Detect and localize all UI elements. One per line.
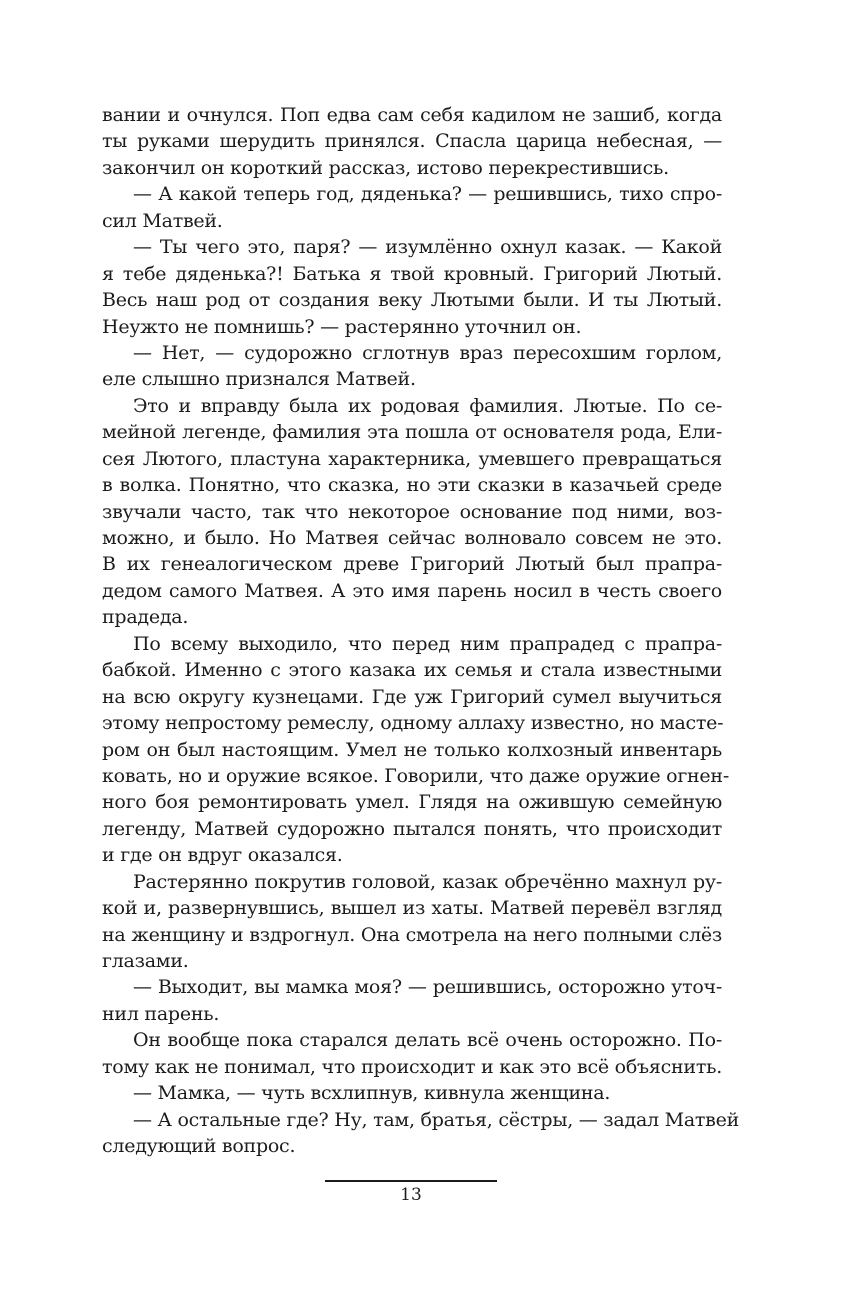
text-line: легенду, Матвей судорожно пытался понять, что происходит <box>102 817 722 840</box>
text-line: — А какой теперь год, дяденька? — решившись, тихо спро- <box>133 183 722 206</box>
text-line: ром он был настоящим. Умел не только колхозный инвентарь <box>102 738 722 761</box>
text-line: дедом самого Матвея. А это имя парень носил в честь своего <box>102 579 722 602</box>
text-line: бабкой. Именно с этого казака их семья и стала известными <box>102 659 722 682</box>
text-line: — Мамка, — чуть всхлипнув, кивнула женщина. <box>133 1082 611 1105</box>
text-line: ты руками шерудить принялся. Спасла царица небесная, — <box>102 130 722 153</box>
text-line: вании и очнулся. Поп едва сам себя кадилом не зашиб, когда <box>102 104 722 126</box>
text-line: Это и вправду была их родовая фамилия. Лютые. По се- <box>133 394 722 417</box>
text-line: сея Лютого, пластуна характерника, умевшего превращаться <box>102 447 722 470</box>
text-line: закончил он короткий рассказ, истово перекрестившись. <box>102 156 669 179</box>
text-line: — Выходит, вы мамка моя? — решившись, осторожно уточ- <box>133 976 722 999</box>
text-line: следующий вопрос. <box>102 1135 296 1158</box>
text-line: ковать, но и оружие всякое. Говорили, что даже оружие огнен- <box>102 764 730 787</box>
text-line: ного боя ремонтировать умел. Глядя на ожившую семейную <box>102 791 722 814</box>
text-line: в волка. Понятно, что сказка, но эти сказки в казачьей среде <box>102 474 722 497</box>
text-line: и где он вдруг оказался. <box>102 844 343 867</box>
text-line: сил Матвей. <box>102 209 223 232</box>
text-line: Неужто не помнишь? — растерянно уточнил он. <box>102 315 582 338</box>
footer-rule <box>325 1180 497 1182</box>
text-line: этому непростому ремеслу, одному аллаху известно, но масте- <box>102 712 724 735</box>
text-line: на всю округу кузнецами. Где уж Григорий сумел выучиться <box>102 685 722 708</box>
text-line: кой и, развернувшись, вышел из хаты. Матвей перевёл взгляд <box>102 897 722 920</box>
text-line: — Ты чего это, паря? — изумлённо охнул казак. — Какой <box>133 236 722 259</box>
text-line: мейной легенде, фамилия эта пошла от основателя рода, Ели- <box>102 421 722 444</box>
body-text <box>102 102 740 1160</box>
text-line: звучали часто, так что некоторое основание под ними, воз- <box>102 500 722 523</box>
text-line: — А остальные где? Ну, там, братья, сёстры, — задал Матвей <box>133 1108 740 1131</box>
page-number: 13 <box>400 1185 422 1205</box>
text-line: нил парень. <box>102 1002 220 1025</box>
text-line: прадеда. <box>102 606 189 629</box>
text-line: тому как не понимал, что происходит и как это всё объяснить. <box>102 1055 722 1078</box>
text-line: я тебе дяденька?! Батька я твой кровный. Григорий Лютый. <box>102 262 722 285</box>
text-line: В их генеалогическом древе Григорий Лютый был прапра- <box>102 553 722 576</box>
text-line: на женщину и вздрогнул. Она смотрела на него полными слёз <box>102 923 722 946</box>
text-line: Растерянно покрутив головой, казак обречённо махнул ру- <box>133 870 722 893</box>
text-line: Он вообще пока старался делать всё очень осторожно. По- <box>133 1029 722 1052</box>
text-line: еле слышно признался Матвей. <box>102 368 416 391</box>
text-line: Весь наш род от создания веку Лютыми были. И ты Лютый. <box>102 289 722 312</box>
text-line: По всему выходило, что перед ним прапрадед с прапра- <box>133 632 722 655</box>
text-line: можно, и было. Но Матвея сейчас волновало совсем не это. <box>102 527 722 549</box>
text-line: глазами. <box>102 950 189 972</box>
text-line: — Нет, — судорожно сглотнув враз пересохшим горлом, <box>133 341 722 364</box>
